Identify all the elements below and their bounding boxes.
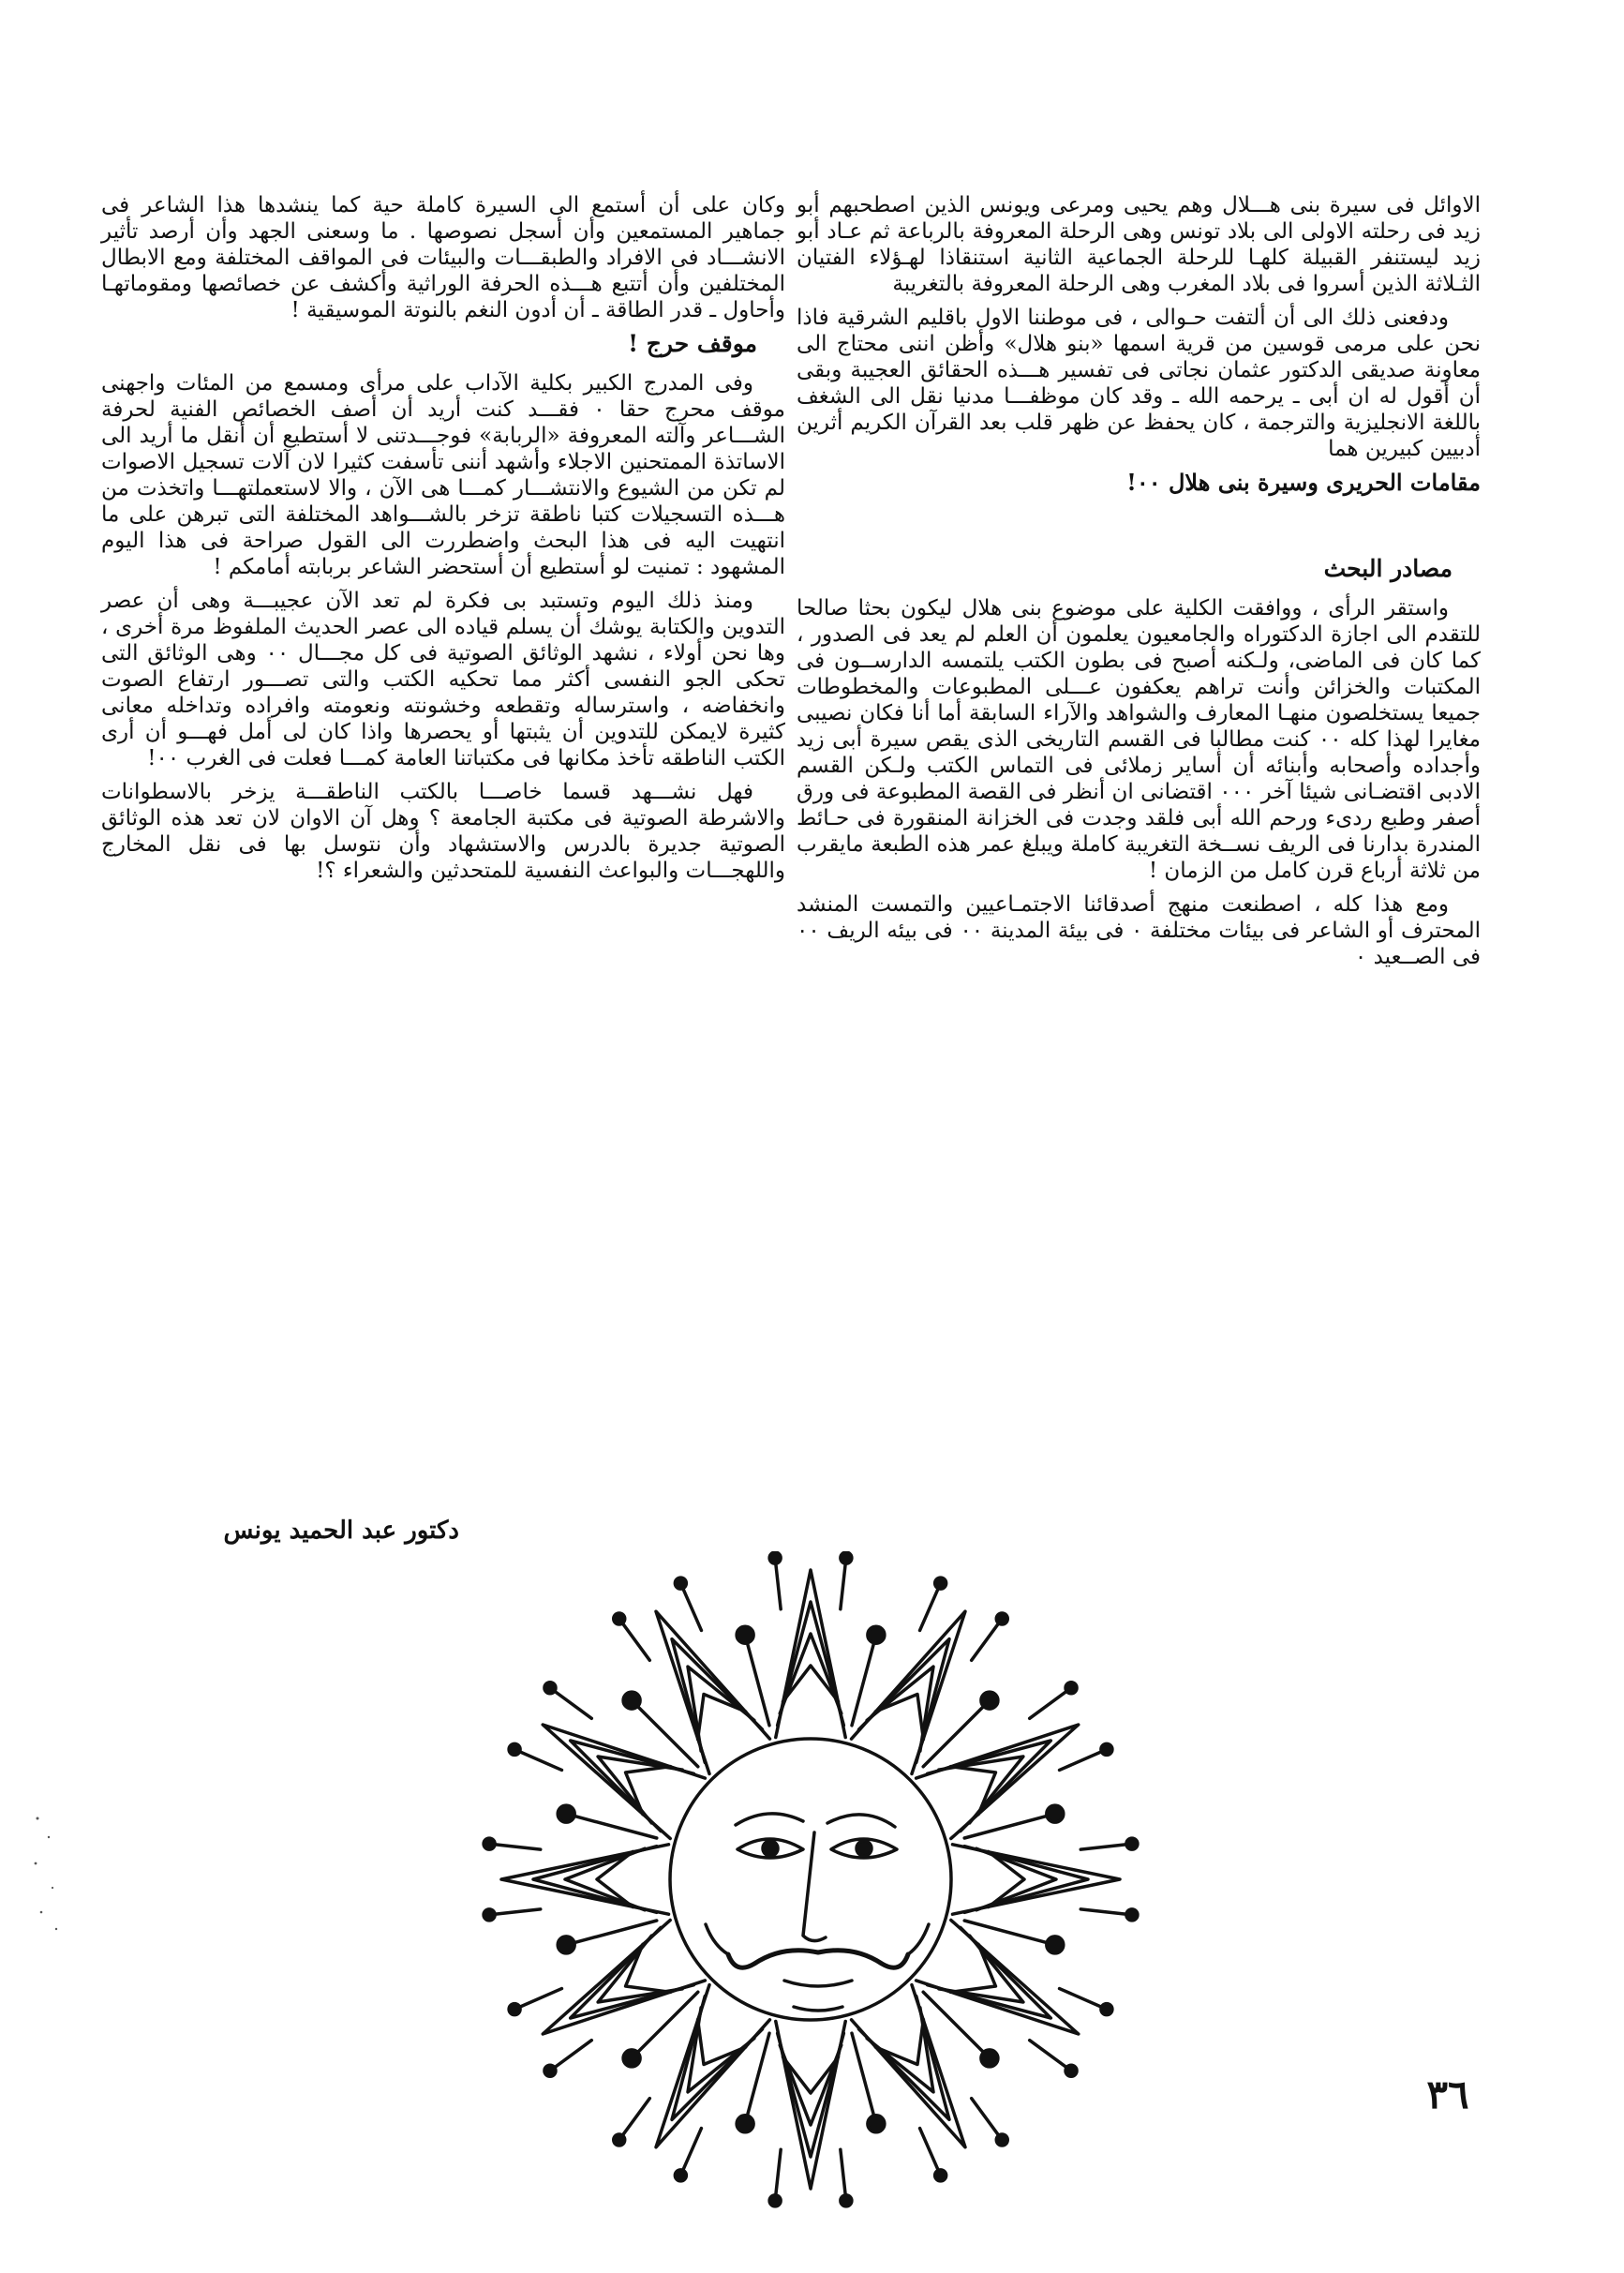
sun-pin-head [1101,1743,1112,1755]
nose-icon [803,1832,826,1941]
paragraph: ومنذ ذلك اليوم وتستبد بى فكرة لم تعد الآن عجيبـــة وهى أن عصر التدوين والكتابة يوشك أن يسلم قياده الى عصر الحديث الملفوظ مرة أخرى ، وها نحن أولاء ، نشهد الوثائق الصوتية فى كل مجـــال ٠٠ وهى الوثائق التى تحكى الجو النفسى أكثر مما تحكيه الكتب والتى تصـــور ارتفاع الصوت وانخفاضه ، واسترساله وتقطعه وخشونته ونعومته وافراده وتداخله معانى كثيرة لايمكن للتدوين أن يثبتها أو يحصرها واذا كان لى أمل فهـــو أن أرى الكتب الناطقه تأخذ مكانها فى مكتباتنا العامة كمـــا فعلت فى الغرب ٠٠! [101,589,785,770]
sun-pin-line [841,2149,846,2201]
sun-pin-line [745,2033,769,2124]
sun-ray-chevron [952,1845,1120,1914]
sun-pin-line [1030,2041,1071,2071]
sun-pin-head [614,1613,625,1624]
sun-pin-head [1101,2004,1112,2015]
sun-ray-chevron [626,1944,671,1992]
sun-pin-line [964,1921,1055,1945]
author-signature: دكتور عبد الحميد يونس [223,1517,459,1545]
mustache-icon [728,1951,908,1968]
sun-ray-chevron [501,1845,669,1914]
chin-icon [794,2007,842,2011]
sun-pin-line [680,2129,701,2176]
sun-pin-line [852,1635,876,1726]
article-column-left [101,192,785,891]
sun-pin-head [935,2170,946,2181]
page-number: ٣٦ [1426,2071,1469,2117]
sun-ray-chevron [698,1695,746,1740]
sun-pin-line [964,1814,1055,1838]
sun-pin-head [614,2134,625,2146]
sun-ray-chevron [626,1767,671,1815]
left-cheek-icon [706,1924,728,1954]
sun-pin-head [1126,1909,1138,1921]
sun-pin-head [623,2050,640,2067]
sun-ray-chevron [964,1847,1088,1913]
scan-specks [28,1809,66,1940]
sun-pin-head [841,2195,852,2206]
sun-pin-line [514,1989,561,2010]
sun-pin-line [550,1688,591,1719]
sun-pin-head [1047,1937,1064,1953]
sun-ray-chevron [778,2033,844,2157]
sun-pin-head [737,1626,753,1643]
paragraph: ودفعنى ذلك الى أن ألتفت حـوالى ، فى موطننا الاول باقليم الشرقية فاذا نحن على مرمى قوسين من قرية اسمها «بنو هلال» وأظن اننى محتاج الى معاونة صديقى الدكتور عثمان نجاتى فى تفسير هـــذه الحقائق العجيبة وبقى أن أقول له ان أبى ـ يرحمه الله ـ وقد كان موظفـــا مدنيا نقل الى الشغف باللغة الانجليزية والترجمة ، كان يحفظ عن ظهر قلب بعد القرآن الكريم أثرين أدبيين كبيرين هما [797,306,1481,461]
sun-pin-head [981,1692,998,1709]
sun-pin-head [935,1578,946,1589]
sun-pin-line [841,1558,846,1609]
sun-ray-chevron [875,1695,923,1740]
sun-pin-line [566,1921,657,1945]
sun-pin-head [1126,1838,1138,1849]
sun-pin-line [1060,1989,1107,2010]
sun-pin-line [920,1583,941,1630]
sun-pin-head [544,1682,556,1694]
sun-pin-line [775,2149,781,2201]
sun-pin-head [769,1552,781,1563]
sun-pin-head [737,2116,753,2132]
sun-pin-head [769,2195,781,2206]
sun-pin-head [558,1805,574,1822]
paragraph: ومع هذا كله ، اصطنعت منهج أصدقائنا الاجتمـاعيين والتمست المنشد المحترف أو الشاعر فى بيئات مختلفة ٠ فى بيئة المدينة ٠٠ فى بيئه الريف ٠٠ فى الصــعيد ٠ [797,892,1481,969]
section-heading-critical-situation: موقف حرج ! [628,330,757,357]
right-cheek-icon [908,1924,929,1954]
sun-pin-line [1030,1688,1071,1719]
sun-pin-head [1065,2065,1077,2076]
sun-ray-chevron [776,1570,845,1738]
closing-line: مقامات الحريرى وسيرة بنى هلال ٠٠! [1126,469,1481,496]
sun-pin-head [623,1692,640,1709]
sun-ray-chevron [698,2020,746,2065]
sun-pin-head [675,2170,686,2181]
sun-pin-head [1065,1682,1077,1694]
sun-pin-head [1047,1805,1064,1822]
sun-pin-line [745,1635,769,1726]
paragraph: وكان على أن أستمع الى السيرة كاملة حية كما ينشدها هذا الشاعر فى جماهير المستمعين وأن أسجل نصوصها . ما وسعنى الجهد وأن أرصد تأثير الانشـــاد فى الافراد والطبقـــات والبيئات فى المواقف المختلفة ومع الابطال المختلفين وأن أتتبع هـــذه الحرفة الوراثية وأكشف عن خصائصها ومقوماتهـا وأحاول ـ قدر الطاقة ـ أن أدون النغم بالنوتة الموسيقية ! [101,193,785,322]
sun-pin-line [1060,1749,1107,1770]
sun-pin-line [514,1749,561,1770]
sun-pin-head [868,2116,885,2132]
sun-ray-chevron [778,1602,844,1726]
sun-pin-head [484,1838,495,1849]
sun-pin-head [544,2065,556,2076]
sun-pin-line [550,2041,591,2071]
sun-pin-line [775,1558,781,1609]
sun-pin-head [558,1937,574,1953]
sun-pin-line [920,2129,941,2176]
sun-pin-head [841,1552,852,1563]
sun-pin-line [566,1814,657,1838]
sun-pin-line [680,1583,701,1630]
left-eyebrow-icon [736,1814,803,1825]
sun-pin-head [509,1743,520,1755]
sun-ray-chevron [951,1767,996,1815]
sun-pin-head [509,2004,520,2015]
sun-pin-line [972,1619,1003,1660]
paragraph: الاوائل فى سيرة بنى هـــلال وهم يحيى ومرعى ويونس الذين اصطحبهم أبو زيد فى رحلته الاولى الى بلاد تونس وهى الرحلة المعروفة بالرباعة ثم عـاد أبو زيد ليستنفر القبيلة كلهـا للرحلة الجماعية الثانية استنقاذا لهـؤلاء الفتيان الثـلاثة الذين أسروا فى بلاد المغرب وهى الرحلة المعروفة بالتغريبة [797,193,1481,296]
sun-pin-line [1080,1844,1132,1849]
sun-pin-line [972,2099,1003,2140]
paragraph: وفى المدرج الكبير بكلية الآداب على مرأى ومسمع من المئات واجهنى موقف محرج حقا ٠ فقـــد كنت أريد أن أصف الخصائص الفنية لحرفة الشـــاعر وآلته المعروفة «الربابة» فوجـــدتنى لا أستطيع أن أنقل ما أريد الى الاساتذة الممتحنين الاجلاء وأشهد أننى تأسفت كثيرا لان آلات تسجيل الاصوات لم تكن من الشيوع والانتشـــار كمـــا هى الآن ، والا لاستعملتهـــا واتخذت من هـــذه التسجيلات كتبا ناطقة تزخر بالشـــواهد المختلفة التى تبرهن على ما انتهيت اليه فى هذا البحث واضطررت الى القول صراحة فى هذا اليوم المشهود : تمنيت لو أستطيع أن أستحضر الشاعر بربابته أمامكم ! [101,371,785,579]
mouth-icon [784,1981,852,1986]
sun-face-illustration [454,1551,1167,2226]
sun-pin-line [619,1619,650,1660]
sun-ray-chevron [951,1944,996,1992]
article-column-right [797,192,1481,978]
paragraph: واستقر الرأى ، ووافقت الكلية على موضوع بنى هلال ليكون بحثا صالحا للتقدم الى اجازة الدكتوراه والجامعيون يعلمون أن العلم لم يعد فى الصدور ، كما كان فى الماضى، ولـكنه أصبح فى بطون الكتب يلتمسه الدارســون فى المكتبات والخزائن وأنت تراهم يعكفون عـــلى المطبوعات والمخطوطات جميعا يستخلصون منهـا المعارف والشواهد والآراء السابقة أما أنا فكان نصيبى مغايرا لهذا كله ٠٠ كنت مطالبا فى القسم التاريخى الذى يقص سيرة أبى زيد وأجداده وأصحابه وأبنائه أن أساير زملائى فى التماس الكتب ولـكن القسم الادبى اقتضـانى شيئا آخر ٠٠٠ اقتضانى ان أنظر فى القصة المطبوعة فى ورق أصفر وطبع ردىء ورحم الله أبى فلقد وجدت فى الخزانة المنقورة فى حـائط المندرة بدارنا فى الريف نســخة التغريبة كاملة ويبلغ عمر هذه الطبعة مايقرب من ثلاثة أرباع قرن كامل من الزمان ! [797,596,1481,883]
paragraph: فهل نشـــهد قسما خاصـــا بالكتب الناطقـــة يزخر بالاسطوانات والاشرطة الصوتية فى مكتبة الجامعة ؟ وهل آن الاوان لان تعد هذه الوثائق الصوتية جديرة بالدرس والاستشهاد وأن نتوسل بها فى نقل المخارج واللهجـــات والبواعث النفسية للمتحدثين والشعراء ؟! [101,780,785,883]
sun-pin-line [619,2099,650,2140]
sun-ray-chevron [875,2020,923,2065]
sun-pin-line [489,1909,541,1915]
sun-pin-line [489,1844,541,1849]
sun-ray-chevron [776,2021,845,2189]
right-eyebrow-icon [827,1815,895,1827]
sun-pin-line [1080,1909,1132,1915]
sun-pin-head [484,1909,495,1921]
sun-pin-head [996,1613,1007,1624]
sun-pin-head [675,1578,686,1589]
sun-pin-head [996,2134,1007,2146]
sun-pin-line [852,2033,876,2124]
section-heading-sources: مصادر البحث [1323,555,1453,582]
sun-ray-chevron [533,1847,657,1913]
sun-pin-head [981,2050,998,2067]
sun-pin-head [868,1626,885,1643]
